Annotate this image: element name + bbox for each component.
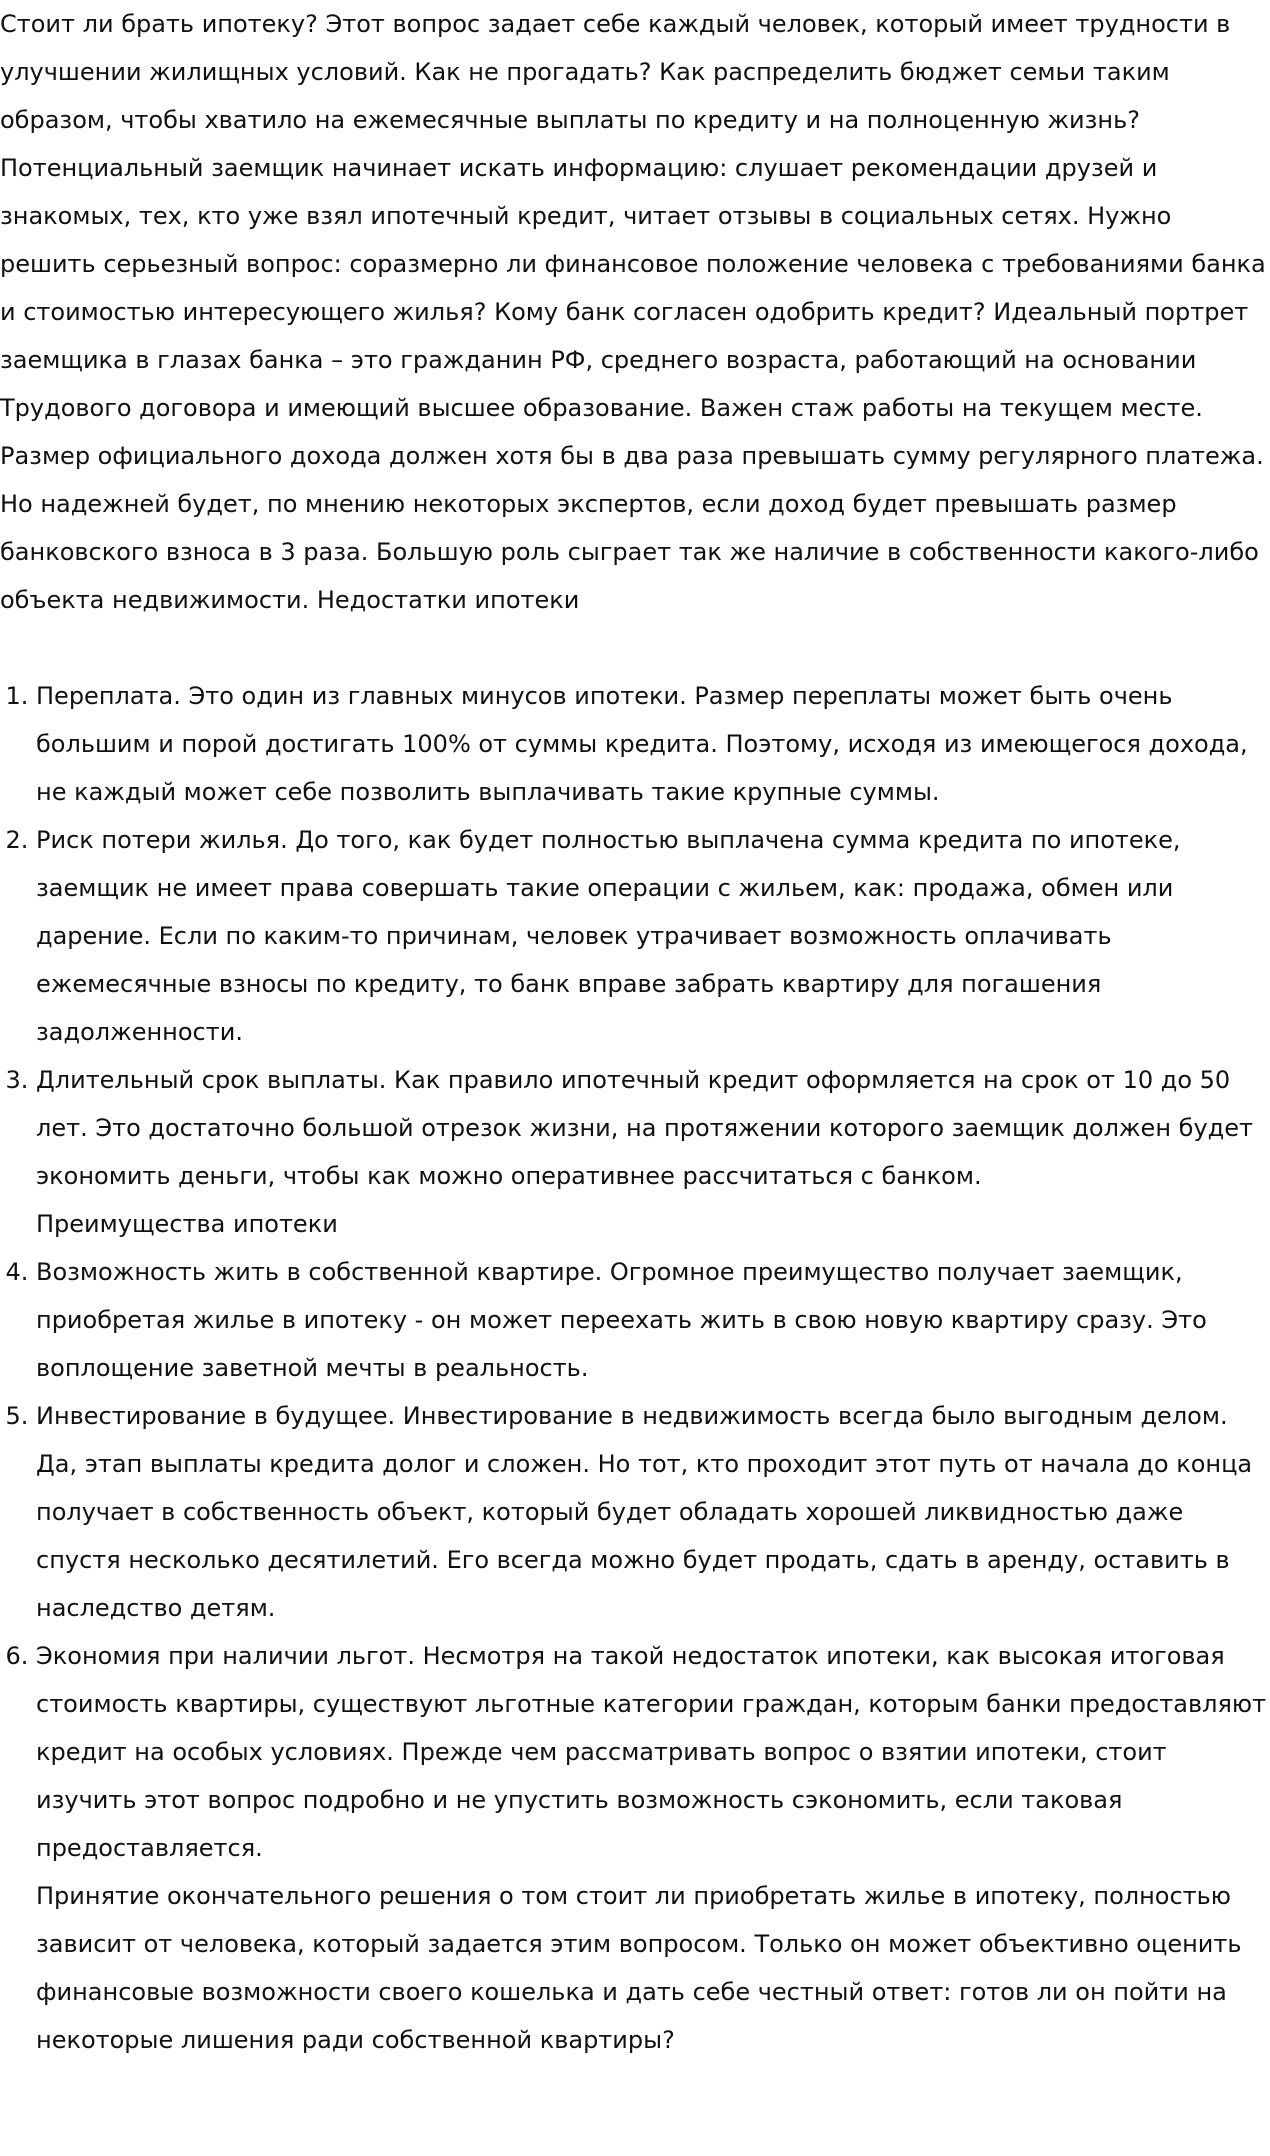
intro-paragraph: Стоит ли брать ипотеку? Этот вопрос задает себе каждый человек, который имеет трудности в улучшении жилищных условий. Как не прогадать? Как распределить бюджет семьи таким образом, чтобы хватило на ежемесячные выплаты по кредиту и на полноценную жизнь?	[0, 10, 1231, 134]
list-item	[36, 1248, 1270, 1392]
list-item	[36, 1392, 1270, 1632]
list-item-text: Длительный срок выплаты. Как правило ипотечный кредит оформляется на срок от 10 до 50 лет. Это достаточно большой отрезок жизни, на протяжении которого заемщик должен будет экономить деньги, чтобы как можно оперативнее рассчитаться с банком.	[36, 1066, 1253, 1190]
list-item-text: Инвестирование в будущее. Инвестирование в недвижимость всегда было выгодным делом. Да, этап выплаты кредита долог и сложен. Но тот, кто проходит этот путь от начала до конца получает в собственность объект, который будет обладать хорошей ликвидностью даже спустя несколько десятилетий. Его всегда можно будет продать, сдать в аренду, оставить в наследство детям.	[36, 1402, 1253, 1622]
list-item-text: Переплата. Это один из главных минусов ипотеки. Размер переплаты может быть очень большим и порой достигать 100% от суммы кредита. Поэтому, исходя из имеющегося дохода, не каждый может себе позволить выплачивать такие крупные суммы.	[36, 682, 1248, 806]
list-item-text: Экономия при наличии льгот. Несмотря на такой недостаток ипотеки, как высокая итоговая стоимость квартиры, существуют льготные категории граждан, которым банки предоставляют кредит на особых условиях. Прежде чем рассматривать вопрос о взятии ипотеки, стоит изучить этот вопрос подробно и не упустить возможность сэкономить, если таковая предоставляется.	[36, 1642, 1267, 1862]
list-item-text: Возможность жить в собственной квартире. Огромное преимущество получает заемщик, приобретая жилье в ипотеку - он может переехать жить в свою новую квартиру сразу. Это воплощение заветной мечты в реальность.	[36, 1258, 1207, 1382]
list-item	[36, 1056, 1270, 1248]
list-item	[36, 672, 1270, 816]
advantages-heading: Преимущества ипотеки	[36, 1210, 338, 1238]
list-item	[36, 816, 1270, 1056]
pros-cons-list	[0, 672, 1270, 2064]
list-item-text: Риск потери жилья. До того, как будет полностью выплачена сумма кредита по ипотеке, заемщик не имеет права совершать такие операции с жильем, как: продажа, обмен или дарение. Если по каким-то причинам, человек утрачивает возможность оплачивать ежемесячные взносы по кредиту, то банк вправе забрать квартиру для погашения задолженности.	[36, 826, 1181, 1046]
borrower-paragraph: Потенциальный заемщик начинает искать информацию: слушает рекомендации друзей и знакомых, тех, кто уже взял ипотечный кредит, читает отзывы в социальных сетях. Нужно решить серьезный вопрос: соразмерно ли финансовое положение человека с требованиями банка и стоимостью интересующего жилья? Кому банк согласен одобрить кредит? Идеальный портрет заемщика в глазах банка – это гражданин РФ, среднего возраста, работающий на основании Трудового договора и имеющий высшее образование. Важен стаж работы на текущем месте. Размер официального дохода должен хотя бы в два раза превышать сумму регулярного платежа. Но надежней будет, по мнению некоторых экспертов, если доход будет превышать размер банковского взноса в 3 раза. Большую роль сыграет так же наличие в собственности какого-либо объекта недвижимости. Недостатки ипотеки	[0, 154, 1266, 614]
list-item	[36, 1632, 1270, 2064]
conclusion-paragraph: Принятие окончательного решения о том стоит ли приобретать жилье в ипотеку, полностью зависит от человека, который задается этим вопросом. Только он может объективно оценить финансовые возможности своего кошелька и дать себе честный ответ: готов ли он пойти на некоторые лишения ради собственной квартиры?	[36, 1882, 1242, 2054]
